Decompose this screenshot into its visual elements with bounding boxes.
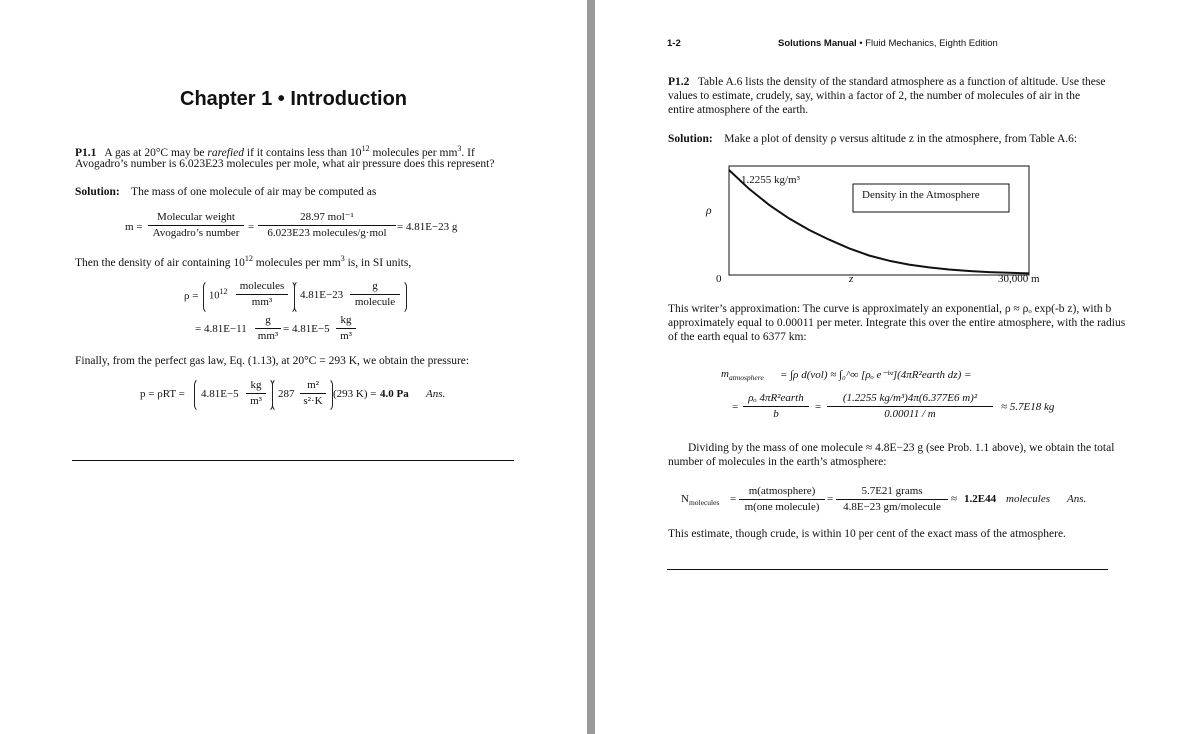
- int2-frac1-den: b: [773, 408, 779, 420]
- m-eq-sign: =: [248, 221, 255, 233]
- frac4-num: g: [372, 280, 378, 292]
- frac-molar-mass: [258, 211, 396, 240]
- int2-result: ≈ 5.7E18 kg: [1001, 401, 1055, 413]
- frac-g-molecule: [350, 280, 400, 309]
- p11-exp3: 3: [457, 144, 462, 153]
- right-solution-label: Solution:: [668, 133, 713, 145]
- p-val3: (293 K) =: [333, 388, 377, 400]
- p-result: 4.0 Pa: [380, 388, 409, 400]
- ten12-base: 10: [209, 290, 220, 302]
- density-text-c: is, in SI units,: [347, 256, 412, 269]
- int2-frac2: [827, 392, 993, 421]
- p12-paragraph: [668, 75, 1108, 117]
- p11-text-a: A gas at 20°C may be: [104, 146, 205, 159]
- p11-text-d: . If: [461, 146, 475, 159]
- frac-m2-s2k: [300, 379, 326, 408]
- n-frac1-num: m(atmosphere): [748, 485, 816, 497]
- chart-zero-label: 0: [716, 273, 722, 285]
- frac-molecular-weight: [148, 211, 244, 240]
- p11-line2: Avogadro’s number is 6.023E23 molecules per mole, what air pressure does this represent?: [75, 158, 495, 170]
- p-ans: Ans.: [426, 388, 446, 400]
- int2-frac2-den: 0.00011 / m: [884, 408, 936, 420]
- n-ans: Ans.: [1067, 493, 1087, 505]
- frac1-bar: [148, 225, 244, 226]
- paren-left-3: [194, 378, 201, 412]
- n-eq2: =: [827, 493, 834, 505]
- chapter-title: Chapter 1 • Introduction: [180, 88, 408, 110]
- p11-text-c: molecules per mm: [372, 146, 458, 159]
- int2-frac2-num: (1.2255 kg/m³)4π(6.377E6 m)²: [842, 392, 978, 404]
- right-solution-text: Make a plot of density ρ versus altitude z in the atmosphere, from Table A.6:: [724, 133, 1078, 145]
- frac7-num: kg: [250, 379, 262, 391]
- val-481: 4.81E−23: [300, 289, 344, 301]
- p11-line1: [75, 144, 475, 159]
- frac3-num: molecules: [239, 280, 285, 292]
- chart-ymax-label: 1.2255 kg/m³: [741, 174, 800, 186]
- frac6-bar: [336, 328, 356, 329]
- left-page: [0, 0, 587, 734]
- p11-text-b: if it contains less than 10: [246, 146, 362, 159]
- rho-eq: ρ =: [184, 290, 199, 302]
- int2-frac1: [743, 392, 809, 421]
- frac4-den: molecule: [354, 296, 396, 308]
- paren-right-2: [400, 280, 407, 314]
- frac8-bar: [300, 393, 326, 394]
- ten-12: [209, 287, 228, 302]
- chart-legend-text: Density in the Atmosphere: [862, 189, 980, 201]
- n-result: 1.2E44: [964, 493, 997, 505]
- dividing-paragraph: Dividing by the mass of one molecule ≈ 4.8E−23 g (see Prob. 1.1 above), we obtain the total number of molecules in the earth’s atmosphere:: [668, 442, 1115, 468]
- frac8-den: s²·K: [303, 395, 323, 407]
- header-page-number: 1-2: [667, 38, 681, 49]
- n-eq: =: [730, 493, 737, 505]
- n-frac1: [739, 485, 825, 514]
- int2-frac1-bar: [743, 406, 809, 407]
- estimate-text: This estimate, though crude, is within 10 per cent of the exact mass of the atmosphere.: [668, 528, 1066, 540]
- frac2-den: 6.023E23 molecules/g·mol: [267, 227, 387, 239]
- p-eq: p = ρRT =: [140, 388, 185, 400]
- finally-text: Finally, from the perfect gas law, Eq. (1.13), at 20°C = 293 K, we obtain the pressure:: [75, 355, 470, 367]
- n-frac2: [836, 485, 948, 514]
- frac6-num: kg: [340, 314, 352, 326]
- chart-xmax-label: 30,000 m: [998, 273, 1040, 285]
- int2-eq: =: [732, 401, 739, 413]
- frac3-den: mm³: [251, 296, 273, 308]
- density-text-a: Then the density of air containing 10: [75, 256, 245, 269]
- approx-paragraph: This writer’s approximation: The curve is approximately an exponential, ρ ≈ ρₒ exp(-b z), with b approximately equal to 0.00011 per meter. Integrate this over the entire atmosphere, with the radius of the earth equal to 6377 km:: [668, 303, 1126, 343]
- right-page: [595, 0, 1180, 734]
- n-approx: ≈: [951, 493, 958, 505]
- n-frac1-den: m(one molecule): [744, 501, 820, 513]
- p-val2: 287: [278, 388, 295, 400]
- chart-z-label: z: [849, 273, 854, 285]
- n-frac2-den: 4.8E−23 gm/molecule: [843, 501, 941, 513]
- right-divider: [667, 569, 1108, 570]
- int-lhs: [721, 368, 764, 382]
- m-result: = 4.81E−23 g: [397, 221, 458, 233]
- n-unit: molecules: [1006, 493, 1050, 505]
- header-title-b: Fluid Mechanics, Eighth Edition: [865, 38, 998, 49]
- frac3-bar: [236, 294, 288, 295]
- density-exp3: 3: [340, 254, 345, 263]
- int2-frac2-bar: [827, 406, 993, 407]
- left-divider: [72, 460, 514, 461]
- rho-line2-a: = 4.81E−11: [195, 323, 247, 335]
- ten12-exp: 12: [219, 287, 228, 296]
- frac6-den: m³: [340, 330, 352, 342]
- paren-right-4: [326, 378, 333, 412]
- p12-label: P1.2: [668, 76, 690, 88]
- m-eq-label: m =: [125, 221, 143, 233]
- frac5-den: mm³: [257, 330, 279, 342]
- solution-label: Solution:: [75, 186, 120, 198]
- header-bullet: •: [859, 38, 863, 49]
- rho-line2-b: = 4.81E−5: [283, 323, 330, 335]
- frac7-den: m³: [250, 395, 262, 407]
- int-lhs-sub: atmosphere: [728, 373, 764, 383]
- solution-line: [75, 186, 376, 198]
- p11-rarefied: rarefied: [207, 146, 245, 159]
- n-frac2-num: 5.7E21 grams: [861, 485, 923, 497]
- frac-kg-m3: [336, 314, 356, 343]
- frac2-num: 28.97 mol⁻¹: [300, 211, 354, 223]
- frac4-bar: [350, 294, 400, 295]
- n-frac1-bar: [739, 499, 825, 500]
- density-exp12: 12: [244, 254, 253, 263]
- frac5-bar: [255, 328, 281, 329]
- p11-exp12: 12: [361, 144, 370, 153]
- frac-g-mm3: [255, 314, 281, 343]
- n-frac2-bar: [836, 499, 948, 500]
- frac7-bar: [246, 393, 266, 394]
- n-lhs-n: N: [681, 493, 689, 505]
- n-lhs: [681, 493, 719, 507]
- int-rhs: = ∫ρ d(vol) ≈ ∫₀^∞ [ρₒ e⁻ᵇᶻ](4πR²earth dz) =: [780, 369, 972, 381]
- frac5-num: g: [265, 314, 271, 326]
- int2-frac1-num: ρₒ 4πR²earth: [748, 392, 804, 404]
- frac2-bar: [258, 225, 396, 226]
- density-text-b: molecules per mm: [255, 256, 341, 269]
- p-val1: 4.81E−5: [201, 388, 239, 400]
- n-lhs-sub: molecules: [688, 498, 720, 508]
- solution-text: The mass of one molecule of air may be computed as: [131, 186, 377, 198]
- int2-eq2: =: [815, 401, 822, 413]
- frac-kg-m3-p: [246, 379, 266, 408]
- frac-molecules-mm3: [236, 280, 288, 309]
- right-solution-line: [668, 133, 1077, 145]
- p12-text: Table A.6 lists the density of the standard atmosphere as a function of altitude. Use these values to estimate, crudely, say, within a factor of 2, the number of molecules of air in the entire atmosphere of the earth.: [668, 76, 1106, 116]
- header-title-a: Solutions Manual: [778, 38, 857, 49]
- header-title: [778, 38, 998, 49]
- frac1-den: Avogadro’s number: [152, 227, 240, 239]
- density-text: [75, 254, 411, 269]
- p11-label: P1.1: [75, 146, 97, 159]
- frac8-num: m²: [307, 379, 319, 391]
- int-lhs-m: m: [721, 368, 729, 380]
- chart-rho-label: ρ: [706, 205, 712, 217]
- frac1-num: Molecular weight: [157, 211, 235, 223]
